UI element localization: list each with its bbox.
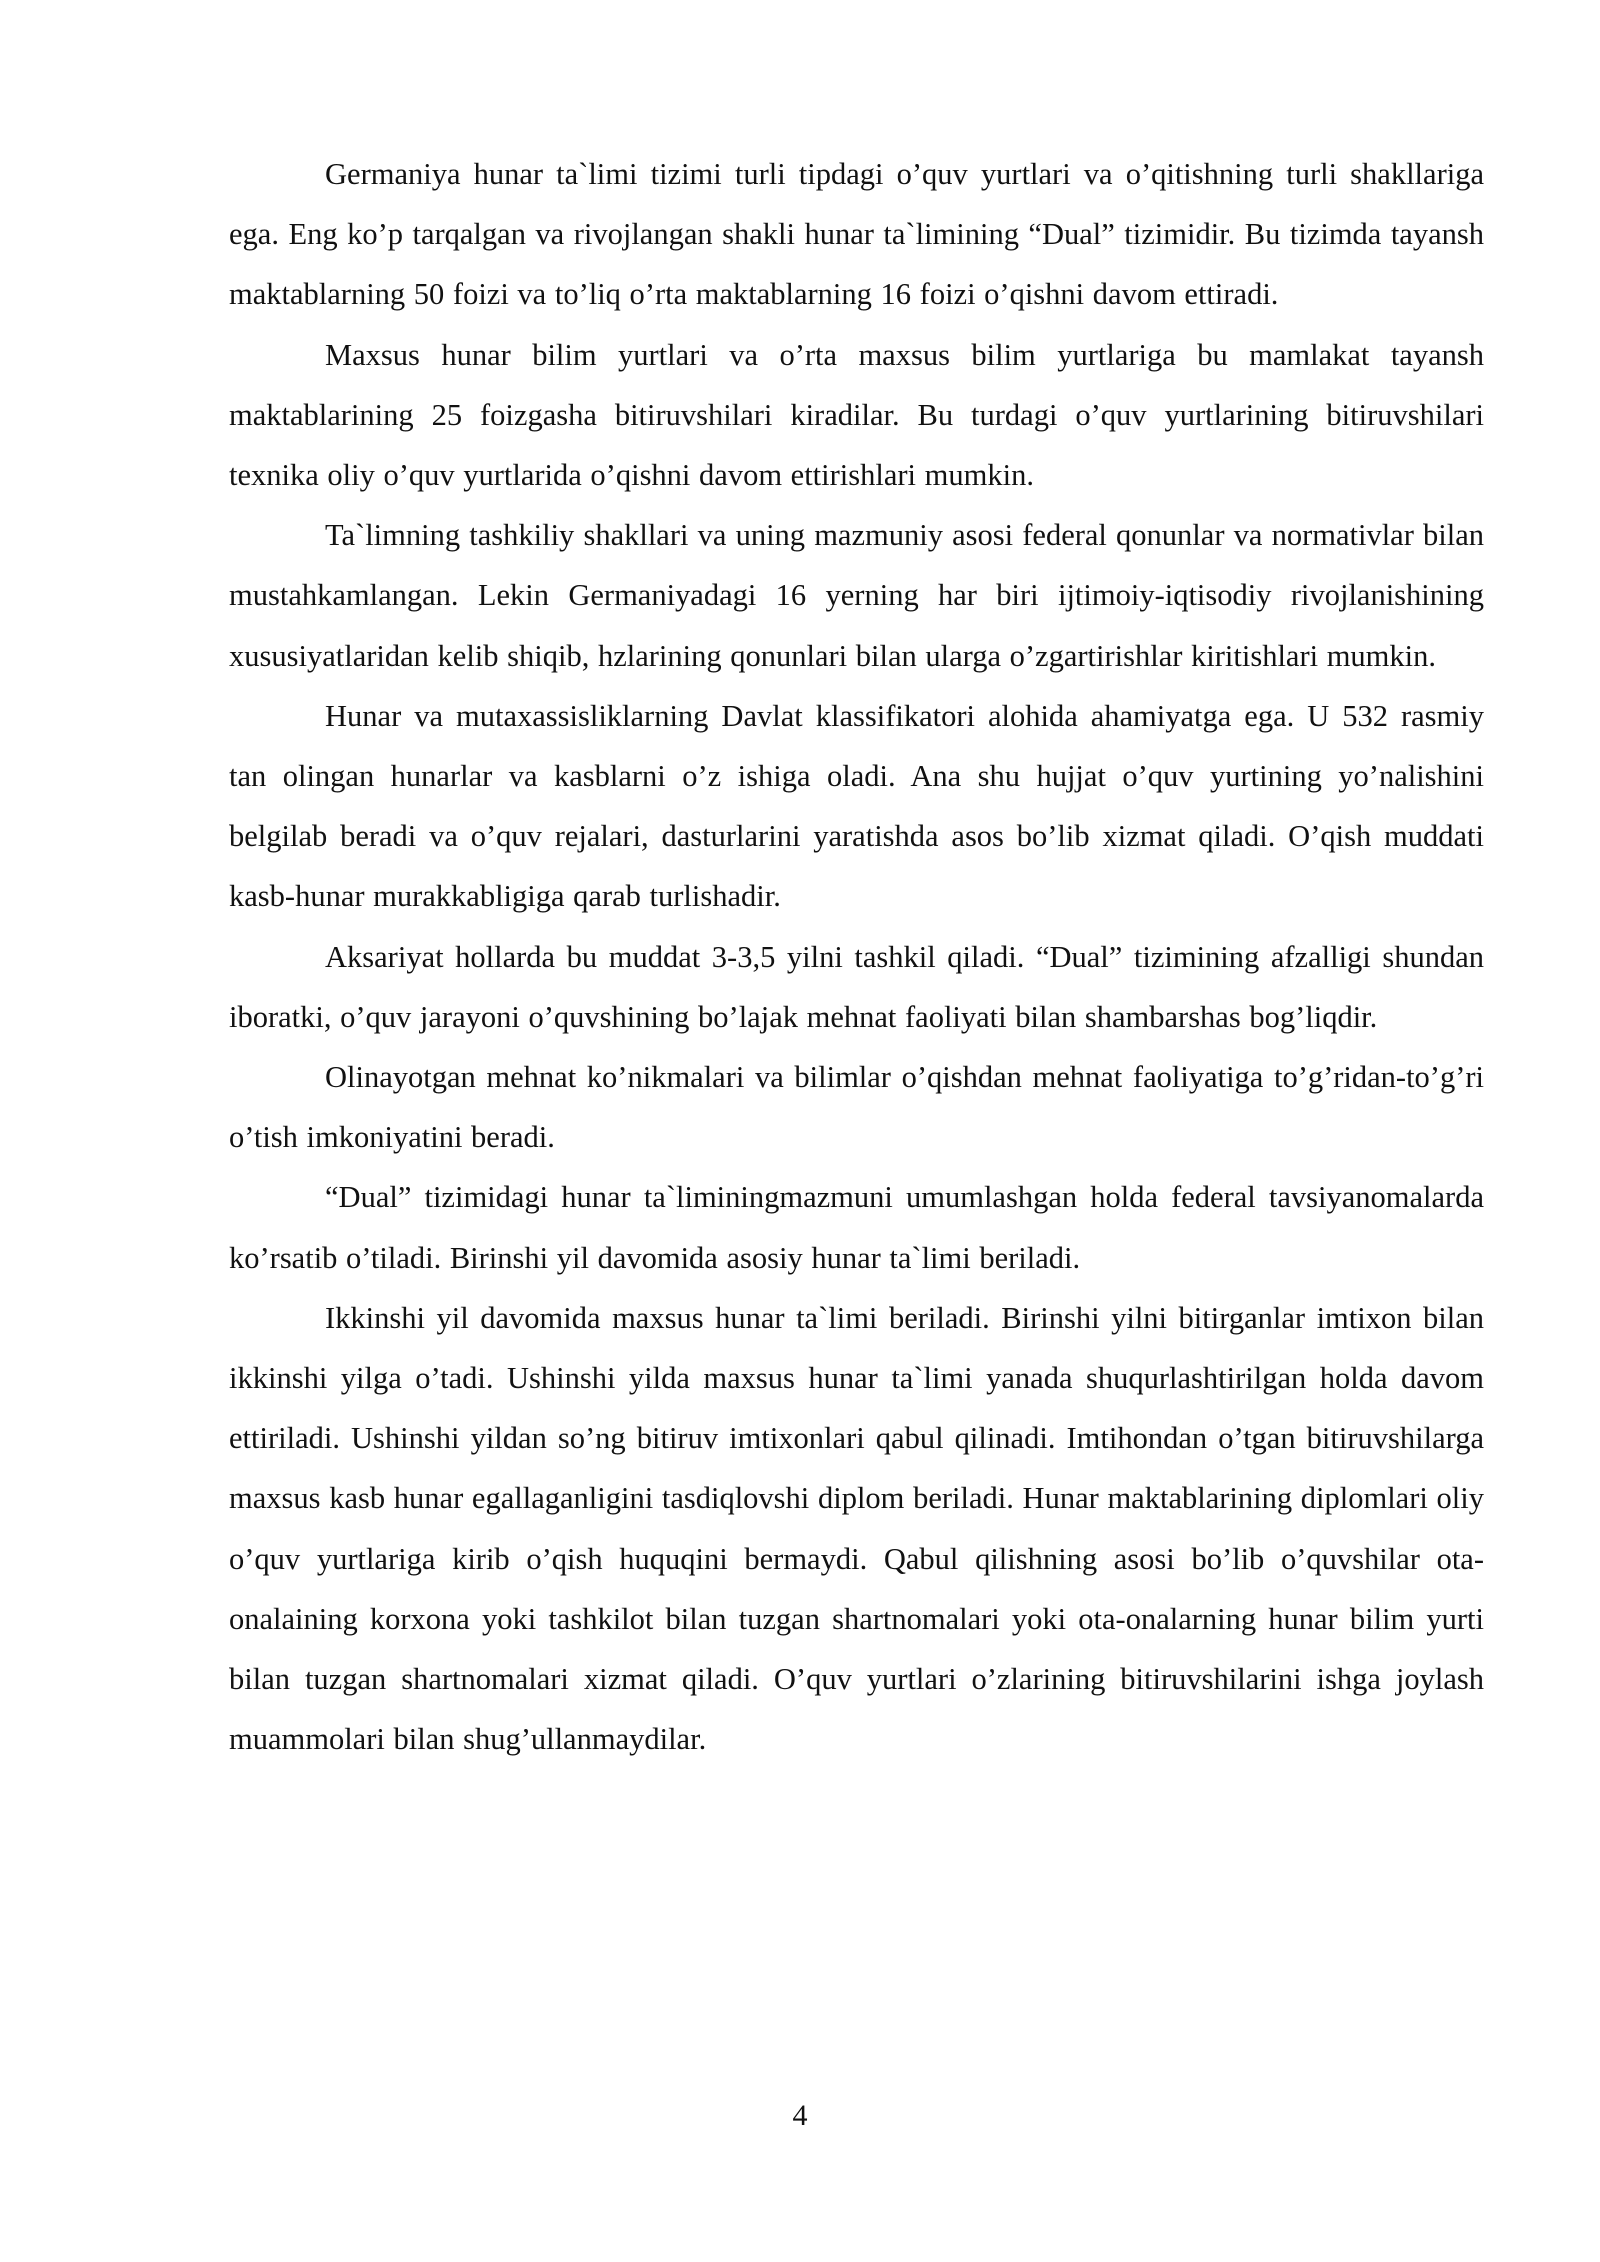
paragraph-1: Germaniya hunar ta`limi tizimi turli tipdagi o’quv yurtlari va o’qitishning turli shakllariga ega. Eng ko’p tarqalgan va rivojlangan shakli hunar ta`limining “Dual” tizimidir. Bu tizimda tayansh maktablarning 50 foizi va to’liq o’rta maktablarning 16 foizi o’qishni davom ettiradi. xyxy=(229,157,1484,312)
paragraph-8: Ikkinshi yil davomida maxsus hunar ta`limi beriladi. Birinshi yilni bitirganlar imtixon bilan ikkinshi yilga o’tadi. Ushinshi yilda maxsus hunar ta`limi yanada shuqurlashtirilgan holda davom ettiriladi. Ushinshi yildan so’ng bitiruv imtixonlari qabul qilinadi. Imtihondan o’tgan bitiruvshilarga maxsus kasb hunar egallaganligini tasdiqlovshi diplom beriladi. Hunar maktablarining diplomlari oliy o’quv yurtlariga kirib o’qish huquqini bermaydi. Qabul qilishning asosi bo’lib o’quvshilar ota-onalaining korxona yoki tashkilot bilan tuzgan shartnomalari yoki ota-onalarning hunar bilim yurti bilan tuzgan shartnomalari xizmat qiladi. O’quv yurtlari o’zlarining bitiruvshilarini ishga joylash muammolari bilan shug’ullanmaydilar. xyxy=(229,1300,1484,1757)
paragraph-3: Ta`limning tashkiliy shakllari va uning mazmuniy asosi federal qonunlar va normativlar bilan mustahkamlangan. Lekin Germaniyadagi 16 yerning har biri ijtimoiy-iqtisodiy rivojlanishining xususiyatlaridan kelib shiqib, hzlarining qonunlari bilan ularga o’zgartirishlar kiritishlari mumkin. xyxy=(229,518,1484,673)
page-number: 4 xyxy=(792,2099,808,2132)
paragraph-2: Maxsus hunar bilim yurtlari va o’rta maxsus bilim yurtlariga bu mamlakat tayansh maktablarining 25 foizgasha bitiruvshilari kiradilar. Bu turdagi o’quv yurtlarining bitiruvshilari texnika oliy o’quv yurtlarida o’qishni davom ettirishlari mumkin. xyxy=(229,337,1484,493)
paragraph-4: Hunar va mutaxassisliklarning Davlat klassifikatori alohida ahamiyatga ega. U 532 rasmiy tan olingan hunarlar va kasblarni o’z ishiga oladi. Ana shu hujjat o’quv yurtining yo’nalishini belgilab beradi va o’quv rejalari, dasturlarini yaratishda asos bo’lib xizmat qiladi. O’qish muddati kasb-hunar murakkabligiga qarab turlishadir. xyxy=(229,698,1484,914)
paragraph-5: Aksariyat hollarda bu muddat 3-3,5 yilni tashkil qiladi. “Dual” tizimining afzalligi shundan iboratki, o’quv jarayoni o’quvshining bo’lajak mehnat faoliyati bilan shambarshas bog’liqdir. xyxy=(229,939,1484,1034)
paragraph-7: “Dual” tizimidagi hunar ta`liminingmazmuni umumlashgan holda federal tavsiyanomalarda ko’rsatib o’tiladi. Birinshi yil davomida asosiy hunar ta`limi beriladi. xyxy=(229,1180,1484,1275)
body-text xyxy=(229,144,1484,1769)
paragraph-6: Olinayotgan mehnat ko’nikmalari va bilimlar o’qishdan mehnat faoliyatiga to’g’ridan-to’g’ri o’tish imkoniyatini beradi. xyxy=(229,1060,1484,1155)
